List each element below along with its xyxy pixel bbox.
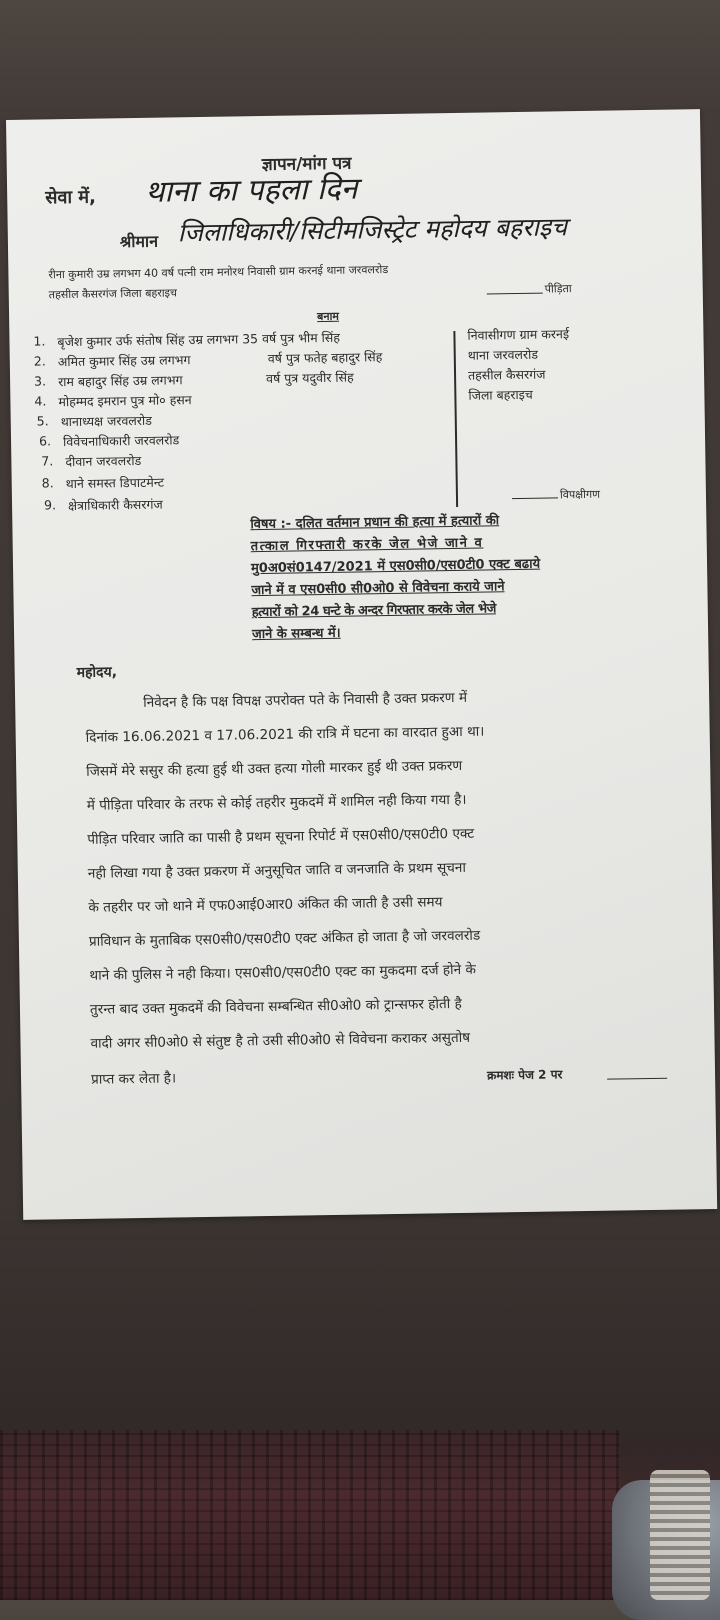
complainant-line-1: रीना कुमारी उम्र लगभग 40 वर्ष पत्नी राम मनोरथ निवासी ग्राम करनई थाना जरवलरोड (48, 263, 389, 282)
subject-line-2: तत्काल गिरफ्तारी करके जेल भेजे जाने व (250, 535, 484, 555)
cloth-background (0, 1430, 620, 1600)
residence-line-4: जिला बहराइच (468, 386, 533, 403)
residence-line-3: तहसील कैसरगंज (467, 366, 546, 383)
respondent-8: थाने समस्त डिपाटमेन्ट (65, 474, 165, 492)
seva-label: सेवा में, (45, 186, 97, 209)
subject-line-3: मु0अ0सं0147/2021 में एस0सी0/एस0टी0 एक्ट बढाये (250, 556, 541, 577)
respondent-6: विवेचनाधिकारी जरवलरोड (62, 432, 180, 450)
respondent-4: मोहम्मद इमरान पुत्र मो० हसन (58, 392, 192, 410)
respondent-2-number: 2. (33, 353, 46, 369)
letter-page (6, 109, 717, 1220)
respondent-2-father: वर्ष पुत्र फतेह बहादुर सिंह (267, 349, 383, 366)
respondent-2: अमित कुमार सिंह उम्र लगभग (57, 352, 191, 370)
bracket-line (453, 331, 458, 507)
respondent-5-number: 5. (36, 413, 49, 429)
respondent-6-number: 6. (38, 433, 52, 449)
respondent-8-number: 8. (41, 475, 54, 491)
residence-line-2: थाना जरवलरोड (467, 346, 539, 363)
respondent-7: दीवान जरवलरोड (65, 452, 142, 470)
body-line-6: नही लिखा गया है उक्त प्रकरण में अनुसूचित जाति व जनजाति के प्रथम सूचना (87, 859, 467, 882)
shriman-label: श्रीमान (119, 231, 159, 252)
residence-line-1: निवासीगण ग्राम करनई (467, 326, 570, 343)
subject-line-5: हत्यारों को 24 घन्टे के अन्दर गिरफ्तार करके जेल भेजे (251, 601, 497, 621)
table-surface (0, 1240, 720, 1440)
salutation: महोदय, (76, 664, 118, 681)
body-line-1: निवेदन है कि पक्ष विपक्ष उपरोक्त पते के निवासी है उक्त प्रकरण में (143, 689, 468, 711)
body-line-7: के तहरीर पर जो थाने में एफ0आई0आर0 अंकित की जाती है उसी समय (88, 894, 443, 916)
body-line-12: प्राप्त कर लेता है। (90, 1070, 177, 1088)
handwritten-addressee: जिलाधिकारी/सिटीमजिस्ट्रेट महोदय बहराइच (177, 212, 568, 248)
respondent-7-number: 7. (41, 453, 54, 469)
complainant-line-2: तहसील कैसरगंज जिला बहराइच (48, 286, 178, 302)
body-line-10: तुरन्त बाद उक्त मुकदमें की विवेचना सम्बन्धित सी0ओ0 को ट्रान्सफर होती है (89, 995, 462, 1018)
respondent-5: थानाध्यक्ष जरवलरोड (60, 412, 152, 430)
body-line-3: जिसमें मेरे ससुर की हत्या हुई थी उक्त हत्या गोली मारकर हुई थी उक्त प्रकरण (86, 757, 463, 780)
document-heading: ज्ञापन/मांग पत्र (261, 153, 352, 175)
body-line-4: में पीड़िता परिवार के तरफ से कोई तहरीर मुकदमें में शामिल नही किया गया है। (86, 791, 467, 814)
body-line-2: दिनांक 16.06.2021 व 17.06.2021 की रात्रि में घटना का वारदात हुआ था। (85, 723, 485, 746)
subject-line-1: विषय :- दलित वर्तमान प्रधान की हत्या में हत्यारों की (250, 513, 500, 533)
spring-object (650, 1470, 710, 1600)
respondent-1-number: 1. (33, 333, 46, 349)
respondent-9-number: 9. (43, 497, 57, 513)
body-line-11: वादी अगर सी0ओ0 से संतुष्ट है तो उसी सी0ओ0 से विवेचना कराकर असुतोष (90, 1029, 471, 1052)
peedita-underline (487, 293, 543, 295)
vipakshigan-label: विपक्षीगण (559, 487, 601, 502)
handwritten-top-note: थाना का पहला दिन (144, 171, 358, 210)
banam-label: बनाम (317, 309, 340, 324)
respondent-9: क्षेत्राधिकारी कैसरगंज (67, 496, 163, 514)
respondent-4-number: 4. (34, 393, 47, 409)
respondent-3-number: 3. (33, 373, 47, 389)
subject-line-4: जाने में व एस0सी0 सी0ओ0 से विवेचना कराये जाने (251, 579, 505, 599)
subject-line-6: जाने के सम्बन्ध में। (251, 625, 341, 643)
respondent-3-father: वर्ष पुत्र यदुवीर सिंह (265, 369, 354, 386)
body-line-9: थाने की पुलिस ने नही किया। एस0सी0/एस0टी0 एक्ट का मुकदमा दर्ज होने के (89, 961, 476, 984)
body-line-5: पीड़ित परिवार जाति का पासी है प्रथम सूचना रिपोर्ट में एस0सी0/एस0टी0 एक्ट (87, 825, 475, 848)
subject-block (250, 508, 644, 648)
page-continue-note: क्रमशः पेज 2 पर (486, 1067, 563, 1083)
vipakshigan-underline (512, 497, 558, 499)
body-line-8: प्राविधान के मुताबिक एस0सी0/एस0टी0 एक्ट अंकित हो जाता है जो जरवलरोड (88, 927, 481, 950)
peedita-label: पीड़िता (544, 282, 572, 296)
respondent-1: बृजेश कुमार उर्फ संतोष सिंह उम्र लगभग 35 वर्ष पुत्र भीम सिंह (57, 329, 341, 350)
page-continue-underline (607, 1078, 667, 1080)
respondent-3: राम बहादुर सिंह उम्र लगभग (57, 372, 183, 390)
